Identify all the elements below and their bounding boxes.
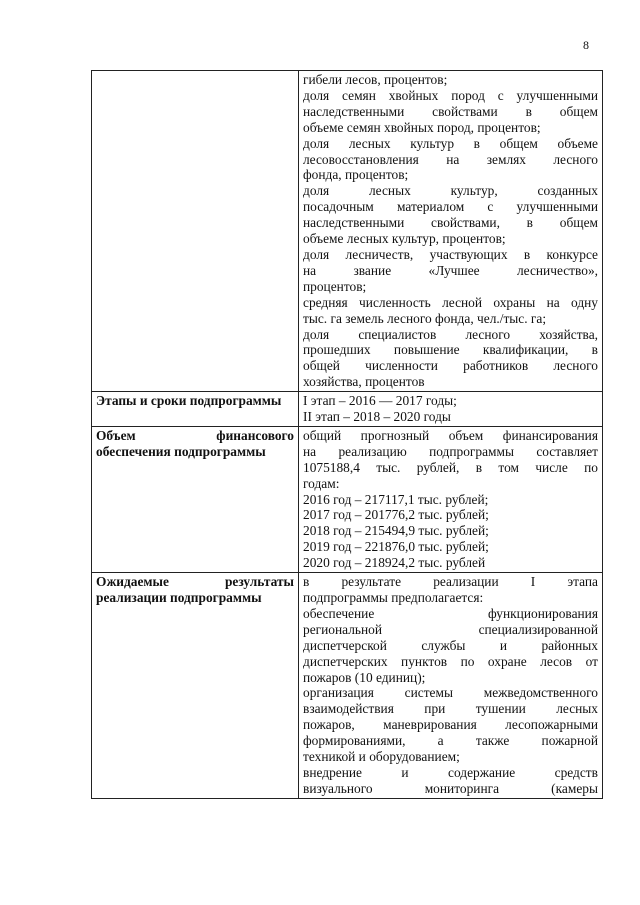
row-value-cell — [299, 392, 603, 427]
row-value-line: на реализацию подпрограммы составляет — [303, 443, 598, 459]
row-value-line: тыс. га земель лесного фонда, чел./тыс. га; — [303, 310, 547, 326]
row-label: Ожидаемые результаты реализации подпрограммы — [96, 574, 294, 605]
row-value-line: хозяйства, процентов — [303, 374, 425, 390]
row-value-line: объеме семян хвойных пород, процентов; — [303, 119, 541, 135]
row-value-line: обеспечение функционирования — [303, 605, 598, 621]
row-value-line: годам: — [303, 475, 340, 491]
row-value-cell — [299, 573, 603, 799]
row-label-cell — [92, 573, 299, 799]
row-value-line: внедрение и содержание средств — [303, 764, 598, 780]
row-value-line: формированиями, а также пожарной — [303, 733, 598, 749]
row-value-cell — [299, 426, 603, 572]
row-value-line: II этап – 2018 – 2020 годы — [303, 409, 451, 425]
row-value-line: техникой и оборудованием; — [303, 749, 460, 765]
row-value-line: 2019 год – 221876,0 тыс. рублей; — [303, 539, 489, 555]
row-value-line: 2016 год – 217117,1 тыс. рублей; — [303, 491, 489, 507]
table-row — [92, 392, 603, 427]
row-value-line: доля лесных культур, созданных — [303, 183, 598, 199]
row-value-line: наследственными свойствами в общем — [303, 103, 598, 119]
table-row — [92, 426, 603, 572]
row-value-line: доля специалистов лесного хозяйства, — [303, 326, 598, 342]
row-value-line: лесовосстановления на землях лесного — [303, 151, 598, 167]
row-value-line: диспетчерских пунктов по охране лесов от — [303, 653, 598, 669]
row-value-line: пожаров, маневрирования лесопожарными — [303, 717, 598, 733]
row-value-line: в результате реализации I этапа — [303, 574, 598, 590]
row-value-line: общей численности работников лесного — [303, 358, 598, 374]
row-value-line: подпрограммы предполагается: — [303, 590, 484, 605]
row-value-line: на звание «Лучшее лесничество», — [303, 262, 598, 278]
row-label: Этапы и сроки подпрограммы — [96, 393, 282, 409]
row-value-line: наследственными свойствами, в общем — [303, 215, 598, 231]
row-value-line: объеме лесных культур, процентов; — [303, 231, 506, 247]
row-value-line: организация системы межведомственного — [303, 685, 598, 701]
row-label-cell — [92, 71, 299, 392]
table-row — [92, 573, 603, 799]
row-value-line: 1075188,4 тыс. рублей, в том числе по — [303, 459, 598, 475]
row-label-cell — [92, 426, 299, 572]
passport-table — [91, 70, 603, 799]
row-value-line: 2018 год – 215494,9 тыс. рублей; — [303, 523, 489, 539]
row-value-line: взаимодействия при тушении лесных — [303, 701, 598, 717]
row-value-line: доля лесных культур в общем объеме — [303, 135, 598, 151]
row-value-line: общий прогнозный объем финансирования — [303, 427, 598, 443]
row-value-line: пожаров (10 единиц); — [303, 669, 426, 685]
row-value-line: процентов; — [303, 278, 367, 294]
row-value-line: региональной специализированной — [303, 621, 598, 637]
row-value-line: посадочным материалом с улучшенными — [303, 199, 598, 215]
row-value-line: средняя численность лесной охраны на одну — [303, 294, 598, 310]
row-value-line: гибели лесов, процентов; — [303, 72, 448, 87]
row-value-line: доля семян хвойных пород с улучшенными — [303, 87, 598, 103]
row-value-line: 2020 год – 218924,2 тыс. рублей — [303, 555, 486, 571]
row-label-cell — [92, 392, 299, 427]
row-value-line: 2017 год – 201776,2 тыс. рублей; — [303, 507, 489, 523]
row-value-line: диспетчерской службы и районных — [303, 637, 598, 653]
row-value-line: визуального мониторинга (камеры — [303, 780, 598, 796]
row-value-line: фонда, процентов; — [303, 167, 409, 183]
row-value-cell — [299, 71, 603, 392]
page-number: 8 — [583, 38, 589, 52]
row-value-line: I этап – 2016 — 2017 годы; — [303, 393, 457, 409]
row-value-line: прошедших повышение квалификации, в — [303, 342, 598, 358]
row-value-line: доля лесничеств, участвующих в конкурсе — [303, 246, 598, 262]
table-row — [92, 71, 603, 392]
row-label: Объем финансового обеспечения подпрограммы — [96, 427, 294, 459]
